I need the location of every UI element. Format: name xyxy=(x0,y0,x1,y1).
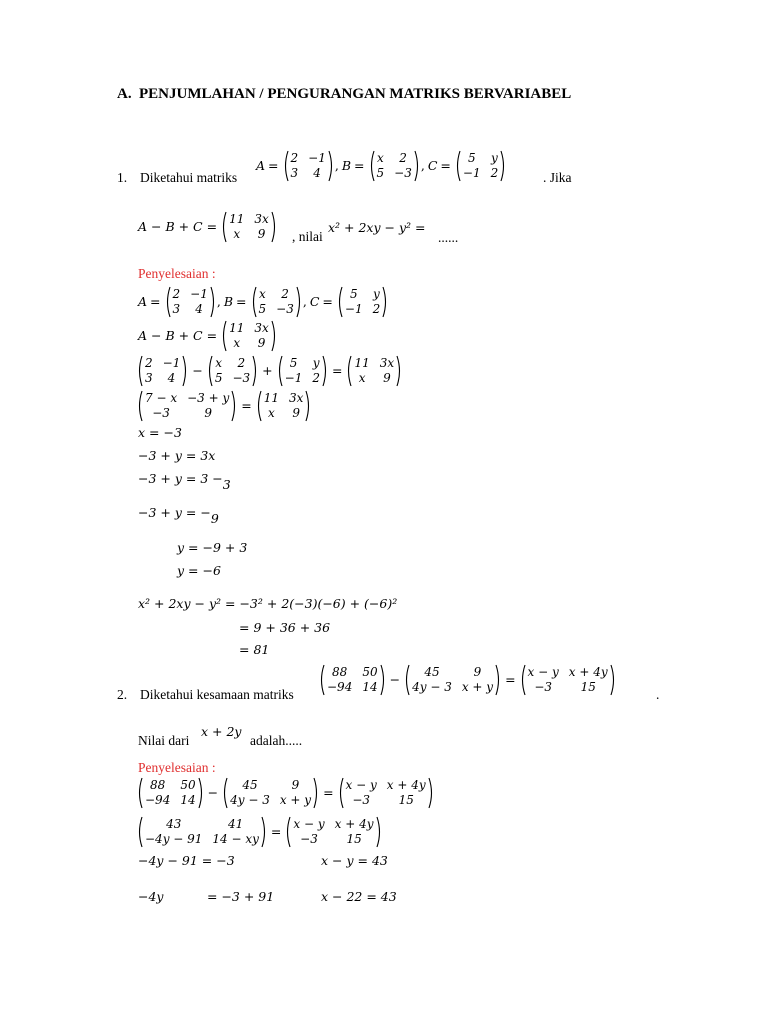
matrix-grid xyxy=(410,664,495,696)
matrix-cell: 9 xyxy=(257,336,266,350)
matrix-grid xyxy=(143,390,231,422)
matrix-cell: 2 xyxy=(290,151,299,165)
equals-sign: = xyxy=(323,784,334,800)
matrix-cell: 88 xyxy=(150,778,166,792)
matrix-grid xyxy=(143,355,182,387)
line-eq5: y = −6 xyxy=(177,563,221,578)
matrix-cell: 2 xyxy=(312,371,320,385)
matrix-cell: 3x xyxy=(254,321,269,335)
matrix-grid xyxy=(283,355,322,387)
matrix-grid xyxy=(143,777,198,809)
matrix-cell: −3 xyxy=(534,680,553,694)
matrix-grid xyxy=(375,150,414,182)
matrix-cell: −3 xyxy=(152,406,170,420)
matrix-a xyxy=(165,286,216,318)
matrix-m3 xyxy=(285,816,381,848)
right-paren xyxy=(182,355,188,387)
problem1-matrices-given xyxy=(256,150,507,182)
matrix-cell: 11 xyxy=(263,391,280,405)
p2-line1-right: x − y = 43 xyxy=(321,853,388,868)
condition-matrix xyxy=(221,320,277,352)
comma: , xyxy=(334,157,339,173)
problem2-question-expr: x + 2y xyxy=(201,724,242,739)
minus-sign: − xyxy=(389,671,401,687)
matrix-c xyxy=(455,150,506,182)
matrix-cell: 15 xyxy=(398,793,414,807)
minus-sign: − xyxy=(207,784,219,800)
matrix-cell: 3x xyxy=(289,391,304,405)
matrix-cell: −3 xyxy=(276,302,294,316)
right-paren xyxy=(500,150,506,182)
matrix-grid xyxy=(291,816,375,848)
matrix-grid xyxy=(325,664,380,696)
matrix-grid xyxy=(171,286,210,318)
matrix-grid xyxy=(526,664,610,696)
comma: , xyxy=(420,157,425,173)
p2-line2-mid: = −3 + 91 xyxy=(207,889,275,904)
solution-matrices-given xyxy=(138,286,389,318)
line-calc2: = 9 + 36 + 36 xyxy=(239,620,331,635)
line-eq2-sub: 3 xyxy=(222,477,231,492)
matrix-cell: 9 xyxy=(473,665,482,679)
matrix-cell: −1 xyxy=(162,356,181,370)
equals-sign: = xyxy=(505,671,516,687)
matrix-cell: 2 xyxy=(399,151,407,165)
matrix-cell: 2 xyxy=(172,287,181,301)
matrix-cell: −3 xyxy=(300,832,318,846)
matrix-grid xyxy=(213,355,252,387)
matrix-cell: y xyxy=(312,356,320,370)
right-paren xyxy=(414,150,420,182)
matrix-cell: 15 xyxy=(580,680,596,694)
right-paren xyxy=(198,777,204,809)
label-b: B xyxy=(341,157,352,173)
line-eq3-sub: 9 xyxy=(210,511,219,526)
problem2-question-post: adalah..... xyxy=(250,733,303,748)
matrix-cell: −3 xyxy=(352,793,371,807)
matrix-c xyxy=(337,286,388,318)
matrix-cell: 9 xyxy=(292,406,301,420)
matrix-cell: −1 xyxy=(284,371,303,385)
matrix-cell: 9 xyxy=(257,227,266,241)
right-paren xyxy=(210,286,216,318)
matrix-cell: 5 xyxy=(258,302,267,316)
section-title: PENJUMLAHAN / PENGURANGAN MATRIKS BERVARIABEL xyxy=(139,86,572,102)
matrix-cell: 14 xyxy=(180,793,196,807)
matrix-grid xyxy=(344,777,428,809)
matrix-cell: 2 xyxy=(237,356,246,370)
matrix-cell: 3 xyxy=(145,371,153,385)
right-paren xyxy=(428,777,434,809)
matrix-cell: 3x xyxy=(254,212,269,226)
matrix-m2 xyxy=(404,664,501,696)
matrix-grid xyxy=(352,355,396,387)
equals-sign: = xyxy=(270,823,282,839)
matrix-grid xyxy=(289,150,328,182)
problem2-solution-label: Penyelesaian : xyxy=(138,760,216,775)
matrix-m4 xyxy=(137,816,267,848)
matrix-grid xyxy=(227,320,271,352)
condition-matrix xyxy=(256,390,312,422)
matrix-cell: 3 xyxy=(172,302,181,316)
right-paren xyxy=(231,390,237,422)
right-paren xyxy=(261,816,267,848)
equals-sign: = xyxy=(440,157,451,173)
matrix-cell: y xyxy=(373,287,380,301)
matrix-cell: 9 xyxy=(291,778,300,792)
matrix-cell: 4 xyxy=(195,302,203,316)
combined-matrix xyxy=(137,390,237,422)
matrix-grid xyxy=(143,816,261,848)
matrix-cell: x xyxy=(267,406,275,420)
solution-condition xyxy=(138,320,278,352)
matrix-cell: x xyxy=(258,287,266,301)
line-eq2-main: −3 + y = 3 − xyxy=(138,471,223,486)
matrix-m2 xyxy=(222,777,319,809)
matrix-cell: 5 xyxy=(467,151,476,165)
right-paren xyxy=(271,320,277,352)
matrix-cell: 9 xyxy=(383,371,391,385)
matrix-c xyxy=(277,355,328,387)
matrix-m3 xyxy=(338,777,434,809)
matrix-cell: 2 xyxy=(281,287,289,301)
solution-substitution xyxy=(136,355,403,387)
problem1-nilai: , nilai xyxy=(292,229,323,244)
matrix-cell: 7 − x xyxy=(145,391,178,405)
matrix-cell: 4 xyxy=(167,371,176,385)
matrix-cell: x + y xyxy=(279,793,312,807)
equals-sign: = xyxy=(150,293,161,309)
problem1-expression: x² + 2xy − y² = xyxy=(328,220,426,235)
line-eq4: y = −9 + 3 xyxy=(177,540,248,555)
p2-line2-right: x − 22 = 43 xyxy=(321,889,397,904)
matrix-cell: 11 xyxy=(354,356,370,370)
matrix-cell: x xyxy=(358,371,366,385)
problem1-solution-label: Penyelesaian : xyxy=(138,266,216,281)
matrix-cell: −3 xyxy=(232,371,251,385)
matrix-cell: 41 xyxy=(228,817,244,831)
label-c: C xyxy=(427,157,438,173)
equals-sign: = xyxy=(322,293,333,309)
equals-sign: = xyxy=(268,157,279,173)
matrix-cell: 45 xyxy=(424,665,440,679)
matrix-cell: 5 xyxy=(289,356,298,370)
right-paren xyxy=(376,816,382,848)
problem2-equation xyxy=(318,664,617,696)
line-calc1: x² + 2xy − y² = −3² + 2(−3)(−6) + (−6)² xyxy=(138,596,398,611)
matrix-cell: 5 xyxy=(349,287,358,301)
minus-sign: − xyxy=(192,362,203,378)
equals-sign: = xyxy=(241,397,252,413)
matrix-cell: 14 xyxy=(362,680,378,694)
matrix-cell: −94 xyxy=(327,680,353,694)
matrix-cell: 50 xyxy=(362,665,378,679)
matrix-cell: 3x xyxy=(379,356,395,370)
line-calc3: = 81 xyxy=(239,642,270,657)
matrix-cell: x − y xyxy=(527,665,559,679)
label-b: B xyxy=(223,293,234,309)
problem1-intro: Diketahui matriks xyxy=(140,170,238,185)
matrix-cell: −1 xyxy=(190,287,208,301)
label-c: C xyxy=(309,293,320,309)
matrix-cell: 5 xyxy=(376,166,385,180)
matrix-cell: 11 xyxy=(229,321,245,335)
matrix-cell: x xyxy=(233,336,241,350)
problem2-number: 2. xyxy=(117,687,128,702)
problem1-dots: ...... xyxy=(438,230,459,245)
matrix-m1 xyxy=(319,664,386,696)
problem1-jika: . Jika xyxy=(543,170,572,185)
matrix-cell: −1 xyxy=(308,151,326,165)
comma: , xyxy=(302,293,307,309)
matrix-cell: 15 xyxy=(346,832,362,846)
condition-lhs: A − B + C = xyxy=(138,327,218,343)
right-paren xyxy=(296,286,302,318)
matrix-grid xyxy=(257,286,296,318)
p2-line1-left: −4y − 91 = −3 xyxy=(138,853,235,868)
problem2-solution-equation xyxy=(136,777,435,809)
label-a: A xyxy=(138,293,148,309)
matrix-cell: x + 4y xyxy=(334,817,374,831)
matrix-b xyxy=(207,355,258,387)
problem2-intro: Diketahui kesamaan matriks xyxy=(140,687,294,702)
matrix-cell: 88 xyxy=(332,665,348,679)
matrix-cell: −94 xyxy=(145,793,171,807)
matrix-cell: −3 + y xyxy=(187,391,230,405)
right-paren xyxy=(322,355,328,387)
line-x-eq: x = −3 xyxy=(138,425,182,440)
equals-sign: = xyxy=(354,157,365,173)
problem1-number: 1. xyxy=(117,170,128,185)
matrix-grid xyxy=(262,390,306,422)
matrix-b xyxy=(251,286,302,318)
matrix-cell: x + 4y xyxy=(386,778,426,792)
right-paren xyxy=(380,664,386,696)
matrix-cell: 11 xyxy=(229,212,245,226)
matrix-cell: 2 xyxy=(490,166,499,180)
matrix-cell: 4 xyxy=(313,166,321,180)
matrix-cell: 50 xyxy=(180,778,196,792)
right-paren xyxy=(495,664,501,696)
matrix-grid xyxy=(461,150,500,182)
matrix-cell: x xyxy=(376,151,384,165)
line-eq2 xyxy=(138,471,231,492)
right-paren xyxy=(610,664,616,696)
section-heading xyxy=(117,86,571,103)
right-paren xyxy=(313,777,319,809)
matrix-cell: −1 xyxy=(344,302,363,316)
right-paren xyxy=(382,286,388,318)
matrix-cell: x + 4y xyxy=(568,665,608,679)
right-paren xyxy=(396,355,402,387)
matrix-cell: 5 xyxy=(214,371,223,385)
matrix-cell: 14 − xy xyxy=(212,832,259,846)
matrix-b xyxy=(369,150,420,182)
matrix-cell: 2 xyxy=(145,356,153,370)
line-eq3 xyxy=(138,505,219,526)
condition-lhs: A − B + C = xyxy=(138,218,218,234)
matrix-cell: 43 xyxy=(166,817,182,831)
p2-line2-left: −4y xyxy=(138,889,164,904)
problem2-question-pre: Nilai dari xyxy=(138,733,190,748)
matrix-cell: 4y − 3 xyxy=(412,680,452,694)
right-paren xyxy=(328,150,334,182)
matrix-cell: x xyxy=(233,227,241,241)
matrix-a xyxy=(283,150,334,182)
plus-sign: + xyxy=(262,362,273,378)
problem1-condition xyxy=(138,211,278,243)
matrix-cell: 3 xyxy=(290,166,299,180)
problem2-period: . xyxy=(656,687,660,702)
condition-matrix xyxy=(221,211,277,243)
matrix-cell: x − y xyxy=(345,778,377,792)
comma: , xyxy=(216,293,221,309)
matrix-cell: y xyxy=(491,151,498,165)
matrix-m3 xyxy=(520,664,616,696)
matrix-grid xyxy=(227,211,271,243)
line-eq1: −3 + y = 3x xyxy=(138,448,216,463)
section-number: A. xyxy=(117,86,132,102)
matrix-cell: x + y xyxy=(461,680,494,694)
label-a: A xyxy=(256,157,266,173)
line-eq3-main: −3 + y = − xyxy=(138,505,211,520)
equals-sign: = xyxy=(236,293,247,309)
matrix-cell: 4y − 3 xyxy=(230,793,270,807)
right-paren xyxy=(271,211,277,243)
matrix-cell: x − y xyxy=(293,817,325,831)
matrix-cell: 45 xyxy=(242,778,258,792)
matrix-cell: 2 xyxy=(372,302,381,316)
matrix-grid xyxy=(228,777,313,809)
matrix-cell: −1 xyxy=(462,166,481,180)
right-paren xyxy=(252,355,258,387)
matrix-m1 xyxy=(137,777,204,809)
problem2-solution-combined xyxy=(136,816,383,848)
right-paren xyxy=(305,390,311,422)
matrix-a xyxy=(137,355,188,387)
matrix-cell: 9 xyxy=(204,406,212,420)
solution-combined xyxy=(136,390,312,422)
matrix-grid xyxy=(343,286,382,318)
matrix-cell: −3 xyxy=(394,166,412,180)
matrix-cell: x xyxy=(215,356,223,370)
equals-sign: = xyxy=(332,362,343,378)
matrix-cell: −4y − 91 xyxy=(145,832,203,846)
condition-matrix xyxy=(346,355,402,387)
